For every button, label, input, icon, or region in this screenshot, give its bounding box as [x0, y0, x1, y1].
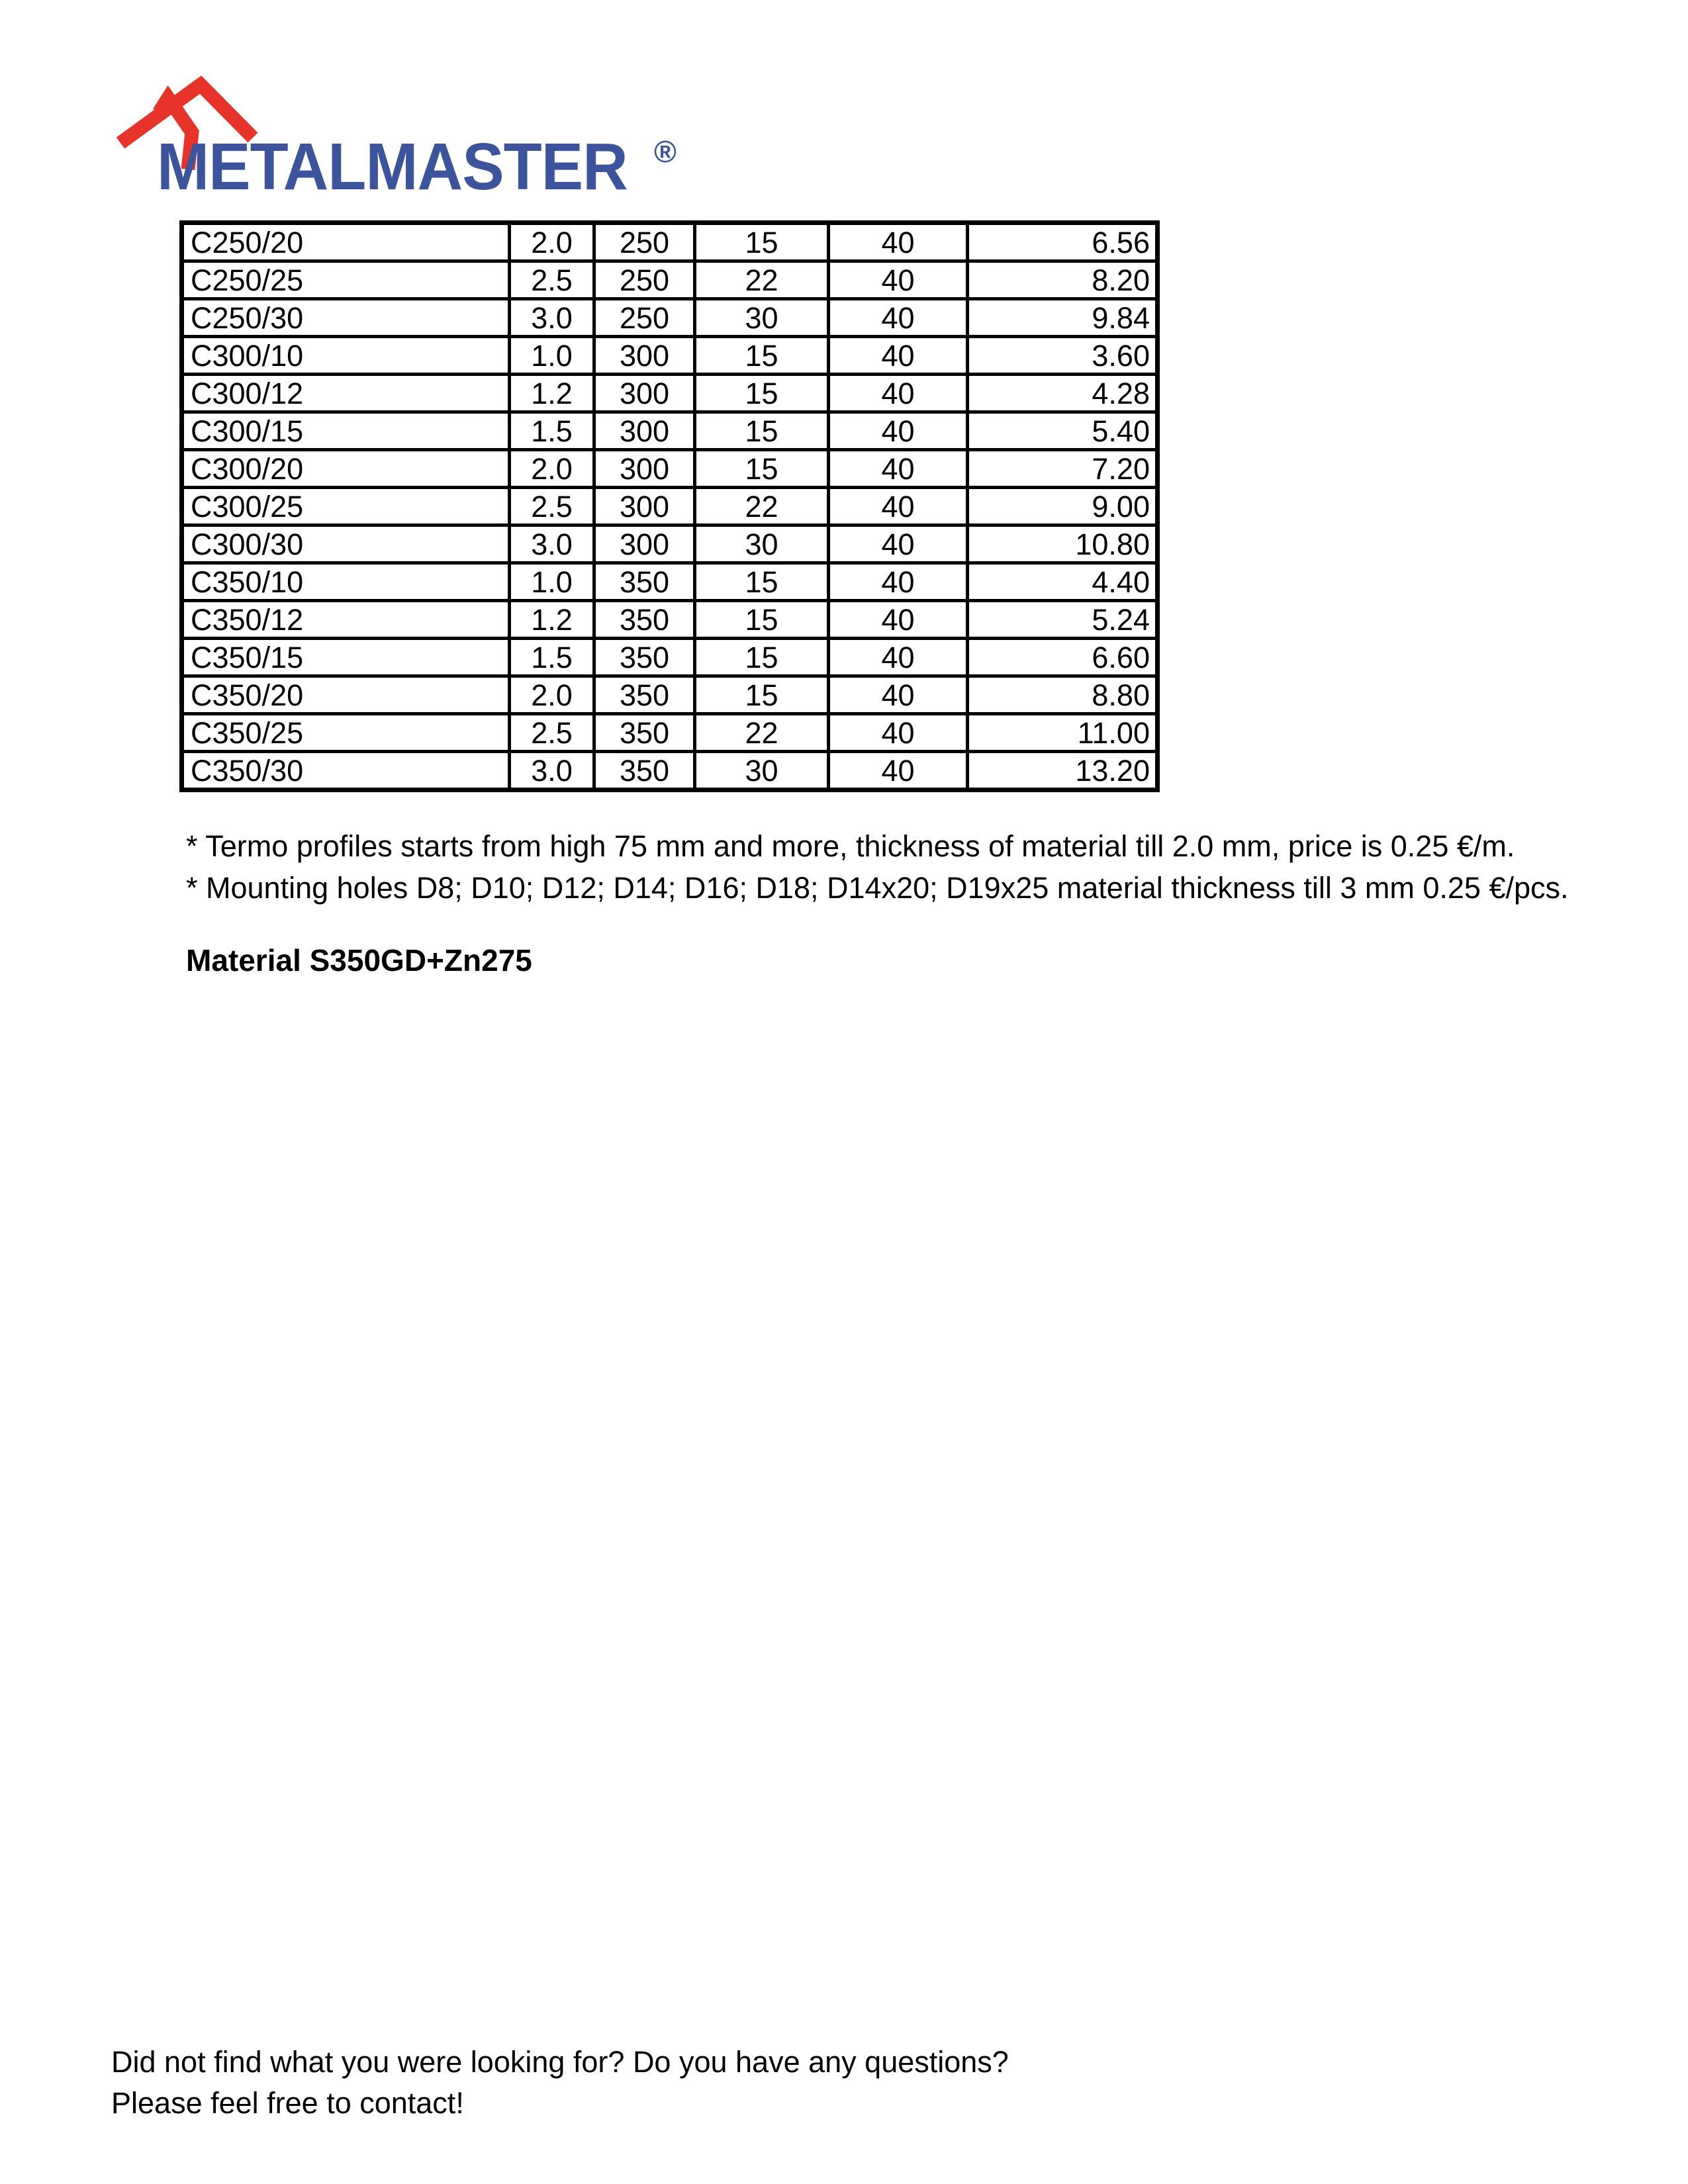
- table-cell: 30: [695, 752, 829, 790]
- table-cell: 9.84: [968, 299, 1158, 337]
- footer-question: Did not find what you were looking for? Do you have any questions?: [111, 2045, 1009, 2079]
- table-cell: 9.00: [968, 488, 1158, 525]
- table-cell: 1.0: [510, 337, 594, 375]
- table-row: [182, 488, 1158, 525]
- table-cell: 2.0: [510, 676, 594, 714]
- table-cell: 15: [695, 223, 829, 261]
- table-cell: C350/30: [182, 752, 510, 790]
- table-cell: C300/20: [182, 450, 510, 488]
- table-row: [182, 337, 1158, 375]
- table-cell: 40: [829, 601, 968, 639]
- table-cell: 2.5: [510, 261, 594, 299]
- table-cell: 2.0: [510, 223, 594, 261]
- table-cell: 15: [695, 412, 829, 450]
- table-cell: 22: [695, 261, 829, 299]
- material-spec: Material S350GD+Zn275: [186, 943, 532, 978]
- table-cell: 40: [829, 337, 968, 375]
- table-cell: 22: [695, 714, 829, 752]
- table-cell: 40: [829, 375, 968, 412]
- table-cell: 250: [594, 299, 695, 337]
- table-cell: 350: [594, 714, 695, 752]
- table-row: [182, 412, 1158, 450]
- table-cell: 30: [695, 525, 829, 563]
- table-cell: 5.40: [968, 412, 1158, 450]
- table-cell: 3.0: [510, 299, 594, 337]
- table-cell: 15: [695, 563, 829, 601]
- table-cell: 40: [829, 714, 968, 752]
- table-cell: 2.5: [510, 488, 594, 525]
- table-cell: C350/12: [182, 601, 510, 639]
- table-row: [182, 676, 1158, 714]
- table-row: [182, 639, 1158, 676]
- table-cell: 300: [594, 488, 695, 525]
- table-cell: 40: [829, 412, 968, 450]
- table-cell: C300/12: [182, 375, 510, 412]
- table-cell: 350: [594, 639, 695, 676]
- table-cell: C250/30: [182, 299, 510, 337]
- table-cell: 1.2: [510, 601, 594, 639]
- table-cell: 10.80: [968, 525, 1158, 563]
- table-cell: C350/20: [182, 676, 510, 714]
- table-row: [182, 375, 1158, 412]
- table-cell: 15: [695, 450, 829, 488]
- table-row: [182, 601, 1158, 639]
- table-cell: C300/25: [182, 488, 510, 525]
- table-cell: 2.0: [510, 450, 594, 488]
- table-cell: C250/20: [182, 223, 510, 261]
- table-row: [182, 714, 1158, 752]
- table-cell: C350/15: [182, 639, 510, 676]
- note-mounting-holes: * Mounting holes D8; D10; D12; D14; D16; D18; D14x20; D19x25 material thickness till 3 mm 0.25 €/pcs.: [186, 871, 1569, 905]
- table-cell: 40: [829, 299, 968, 337]
- table-cell: 1.0: [510, 563, 594, 601]
- table-cell: 350: [594, 752, 695, 790]
- table-row: [182, 299, 1158, 337]
- table-row: [182, 563, 1158, 601]
- table-cell: 30: [695, 299, 829, 337]
- table-cell: 40: [829, 563, 968, 601]
- table-row: [182, 261, 1158, 299]
- note-termo-profiles: * Termo profiles starts from high 75 mm and more, thickness of material till 2.0 mm, price is 0.25 €/m.: [186, 829, 1515, 863]
- table-cell: 22: [695, 488, 829, 525]
- table-cell: 15: [695, 375, 829, 412]
- table-cell: 40: [829, 525, 968, 563]
- table-cell: 300: [594, 450, 695, 488]
- table-cell: 3.60: [968, 337, 1158, 375]
- table-cell: 300: [594, 525, 695, 563]
- table-cell: 15: [695, 337, 829, 375]
- table-cell: 15: [695, 601, 829, 639]
- profile-price-table: [179, 220, 1160, 792]
- table-cell: 1.5: [510, 639, 594, 676]
- table-cell: 6.56: [968, 223, 1158, 261]
- table-row: [182, 752, 1158, 790]
- table-cell: 40: [829, 752, 968, 790]
- table-cell: C350/10: [182, 563, 510, 601]
- table-cell: 40: [829, 261, 968, 299]
- table-cell: 1.5: [510, 412, 594, 450]
- table-row: [182, 223, 1158, 261]
- table-cell: 40: [829, 676, 968, 714]
- table-cell: 350: [594, 676, 695, 714]
- table-cell: 15: [695, 639, 829, 676]
- price-table-body: [182, 223, 1158, 790]
- table-cell: 300: [594, 337, 695, 375]
- table-cell: 8.80: [968, 676, 1158, 714]
- table-cell: 13.20: [968, 752, 1158, 790]
- table-cell: C250/25: [182, 261, 510, 299]
- table-cell: C300/30: [182, 525, 510, 563]
- table-cell: C350/25: [182, 714, 510, 752]
- table-cell: 250: [594, 223, 695, 261]
- table-cell: 5.24: [968, 601, 1158, 639]
- table-cell: 15: [695, 676, 829, 714]
- table-cell: 4.40: [968, 563, 1158, 601]
- table-cell: C300/10: [182, 337, 510, 375]
- table-row: [182, 525, 1158, 563]
- table-cell: 7.20: [968, 450, 1158, 488]
- table-cell: 40: [829, 639, 968, 676]
- brand-name: METALMASTER: [157, 130, 628, 204]
- table-cell: 6.60: [968, 639, 1158, 676]
- table-cell: 2.5: [510, 714, 594, 752]
- table-cell: 350: [594, 563, 695, 601]
- table-cell: 40: [829, 223, 968, 261]
- table-cell: 300: [594, 412, 695, 450]
- table-cell: 40: [829, 450, 968, 488]
- table-row: [182, 450, 1158, 488]
- table-cell: 250: [594, 261, 695, 299]
- table-cell: 11.00: [968, 714, 1158, 752]
- table-cell: 40: [829, 488, 968, 525]
- table-cell: C300/15: [182, 412, 510, 450]
- table-cell: 3.0: [510, 525, 594, 563]
- table-cell: 1.2: [510, 375, 594, 412]
- table-cell: 8.20: [968, 261, 1158, 299]
- table-cell: 4.28: [968, 375, 1158, 412]
- footer-contact: Please feel free to contact!: [111, 2086, 464, 2120]
- table-cell: 3.0: [510, 752, 594, 790]
- registered-trademark-icon: ®: [654, 134, 677, 169]
- table-cell: 350: [594, 601, 695, 639]
- table-cell: 300: [594, 375, 695, 412]
